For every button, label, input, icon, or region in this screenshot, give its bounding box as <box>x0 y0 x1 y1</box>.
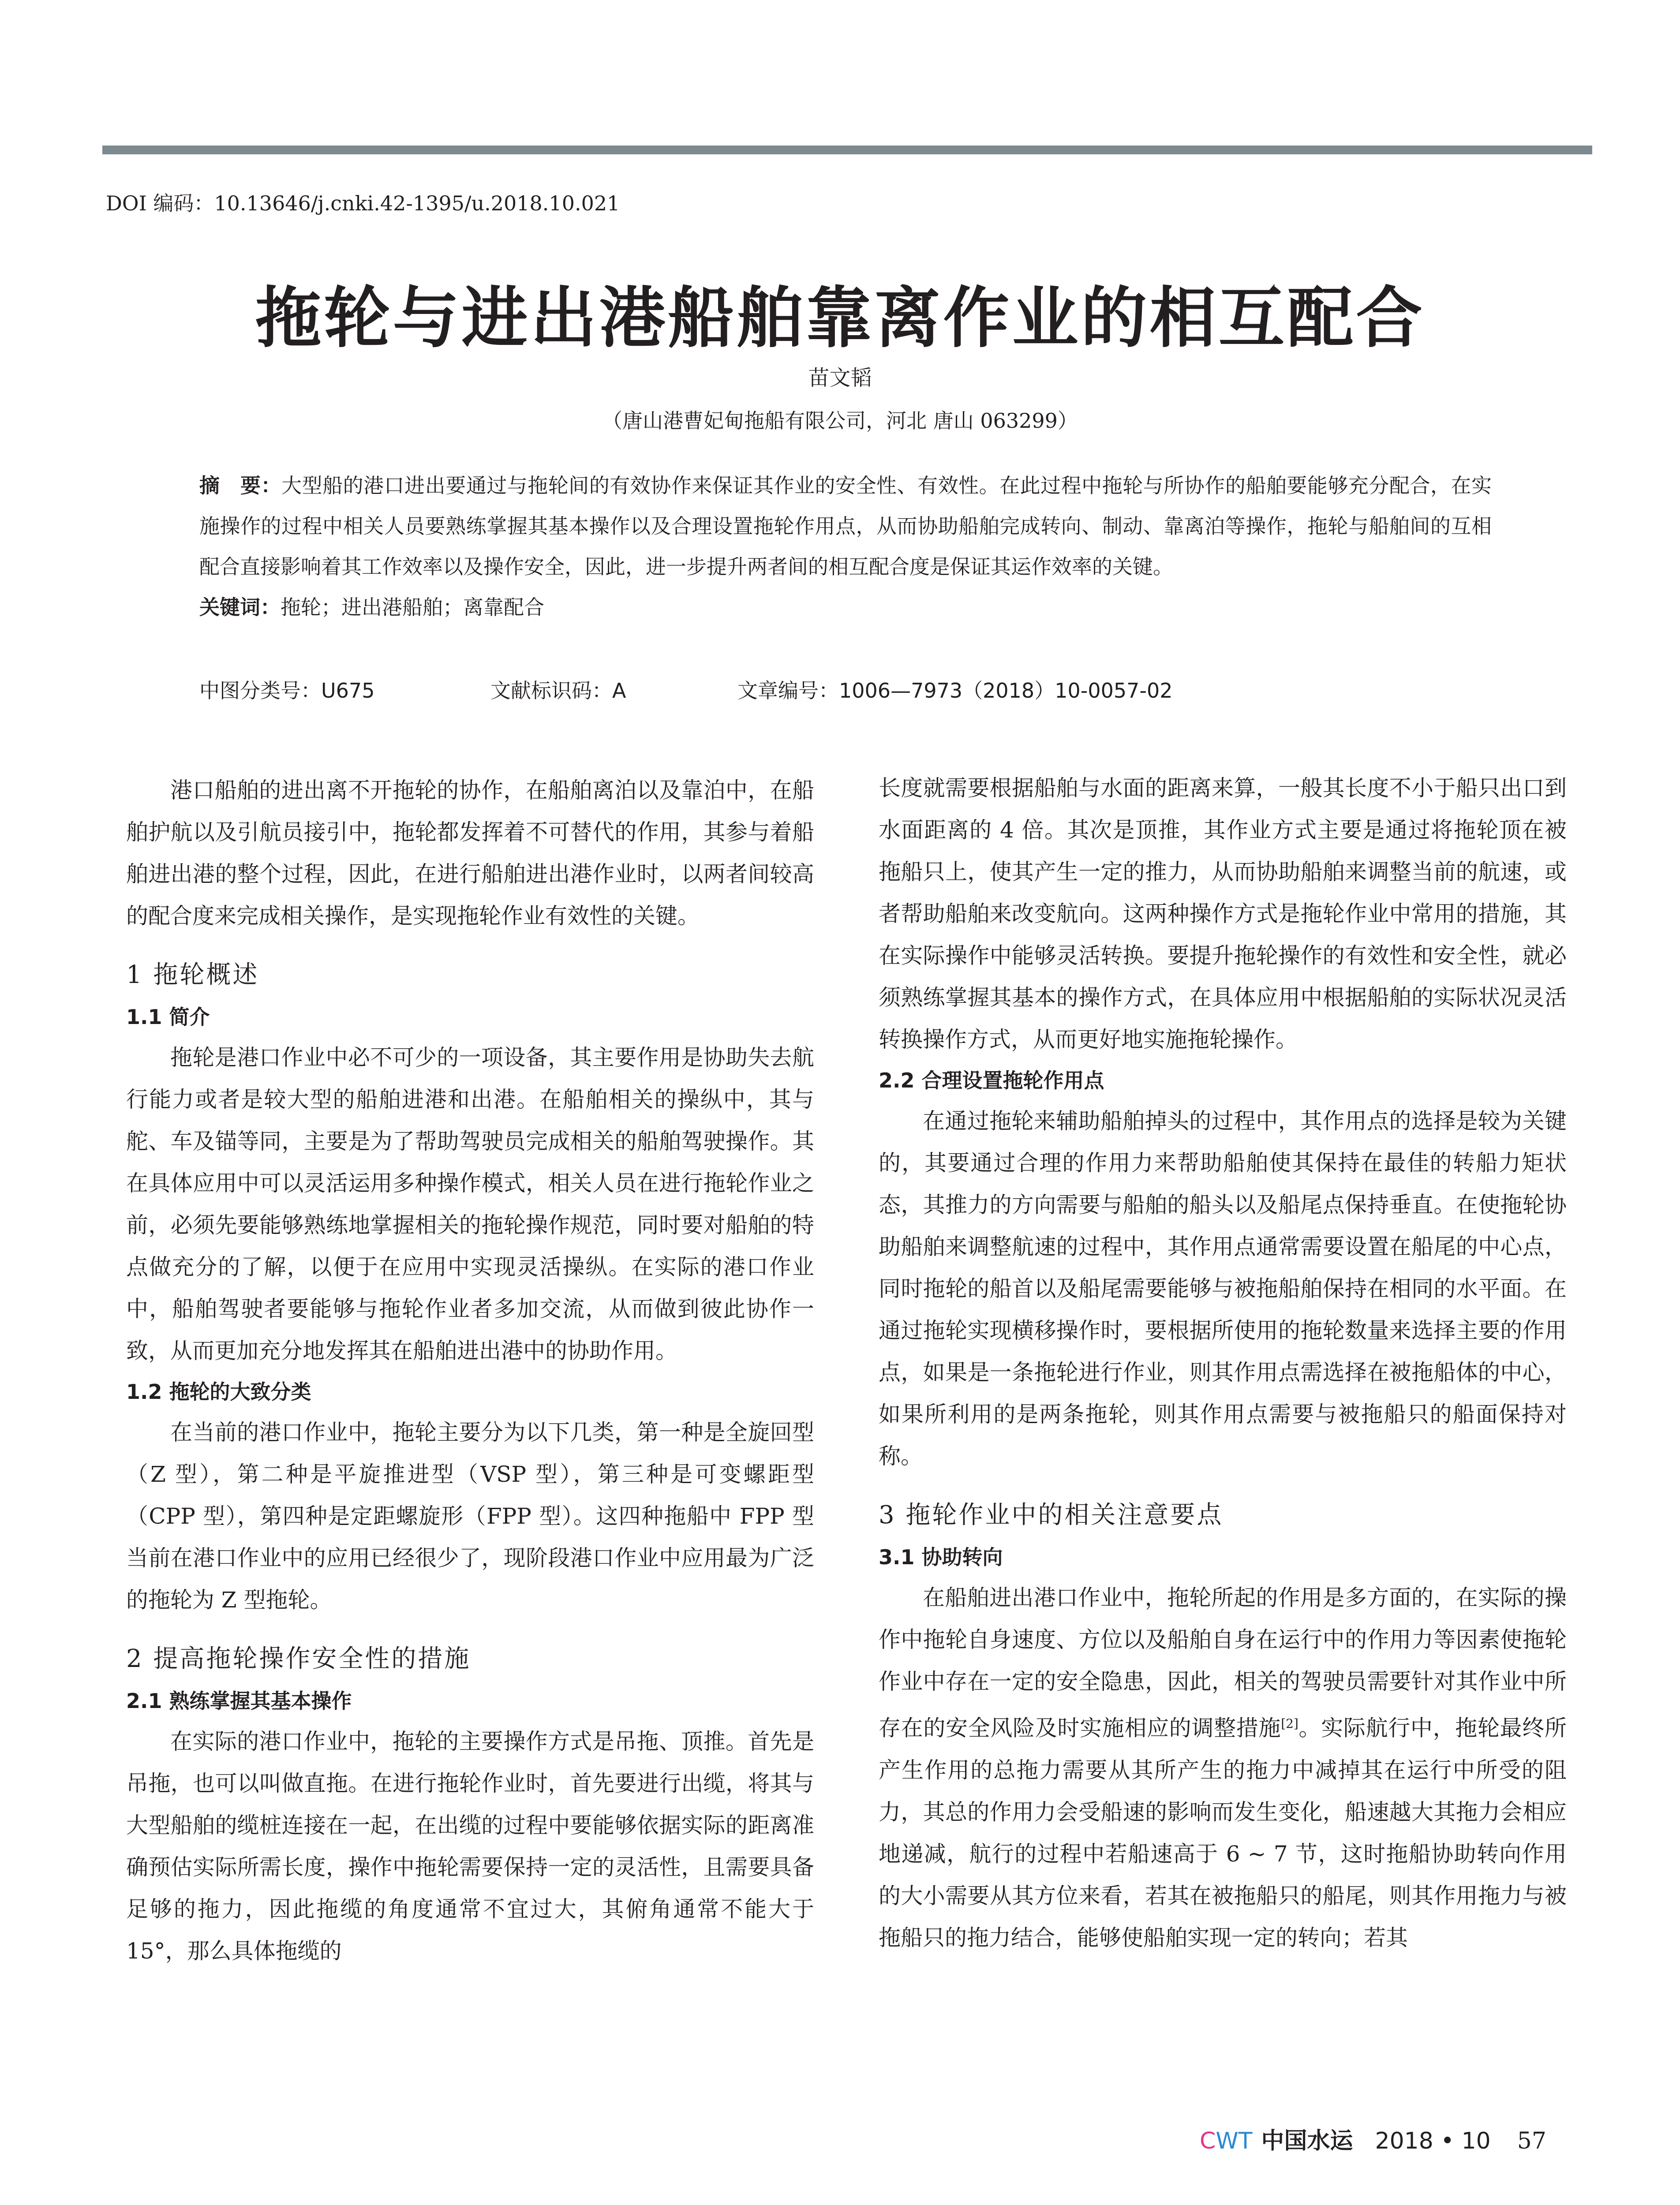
article-affiliation: （唐山港曹妃甸拖船有限公司，河北 唐山 063299） <box>602 409 1078 433</box>
citation-ref: [2] <box>1281 1716 1298 1731</box>
section-2-2-heading: 2.2 合理设置拖轮作用点 <box>879 1069 1104 1092</box>
section-3-1-paragraph <box>879 1577 1567 1959</box>
section-2-1-heading: 2.1 熟练掌握其基本操作 <box>126 1689 352 1713</box>
section-2-heading: 2 提高拖轮操作安全性的措施 <box>126 1644 471 1673</box>
section-3-heading: 3 拖轮作业中的相关注意要点 <box>879 1501 1224 1529</box>
section-3-1-text-b: 。实际航行中，拖轮最终所产生作用的总拖力需要从其所产生的拖力中减掉其在运行中所受的阻力，其总的作用力会受船速的影响而发生变化，船速越大其拖力会相应地递减，航行的过程中若船速高于 6 ~ 7 节，这时拖船协助转向作用的大小需要从其方位来看，若其在被拖船只的船尾，则其作用拖力与被拖船只的拖力结合，能够使船舶实现一定的转向；若其 <box>879 1715 1567 1951</box>
article-author: 苗文韬 <box>808 366 872 390</box>
abstract-paragraph <box>199 465 1492 587</box>
body-column-left <box>126 770 814 1972</box>
footer-brand-c: C <box>1200 2128 1216 2154</box>
article-title: 拖轮与进出港船舶靠离作业的相互配合 <box>255 279 1425 357</box>
footer-brand-wt: WT <box>1216 2128 1253 2154</box>
footer-issue: 2018 • 10 <box>1375 2128 1491 2154</box>
section-3-1-text-a: 在船舶进出港口作业中，拖轮所起的作用是多方面的，在实际的操作中拖轮自身速度、方位以及船舶自身在运行中的作用力等因素使拖轮作业中存在一定的安全隐患，因此，相关的驾驶员需要针对其作业中所存在的安全风险及时实施相应的调整措施 <box>879 1585 1567 1741</box>
document-code: 文献标识码：A <box>490 679 626 703</box>
page-number: 57 <box>1517 2128 1546 2154</box>
keywords-paragraph <box>199 587 1492 628</box>
section-2-1-paragraph-a: 在实际的港口作业中，拖轮的主要操作方式是吊拖、顶推。首先是吊拖，也可以叫做直拖。在进行拖轮作业时，首先要进行出缆，将其与大型船舶的缆桩连接在一起，在出缆的过程中要能够依据实际的距离准确预估实际所需长度，操作中拖轮需要保持一定的灵活性，且需要具备足够的拖力，因此拖缆的角度通常不宜过大，其俯角通常不能大于 15°，那么具体拖缆的 <box>126 1729 814 1964</box>
doi-line: DOI 编码：10.13646/j.cnki.42-1395/u.2018.10.021 <box>106 191 620 215</box>
section-1-1-paragraph: 拖轮是港口作业中必不可少的一项设备，其主要作用是协助失去航行能力或者是较大型的船舶进港和出港。在船舶相关的操纵中，其与舵、车及锚等同，主要是为了帮助驾驶员完成相关的船舶驾驶操作。其在具体应用中可以灵活运用多种操作模式，相关人员在进行拖轮作业之前，必须先要能够熟练地掌握相关的拖轮操作规范，同时要对船舶的特点做充分的了解，以便于在应用中实现灵活操纵。在实际的港口作业中，船舶驾驶者要能够与拖轮作业者多加交流，从而做到彼此协作一致，从而更加充分地发挥其在船舶进出港中的协助作用。 <box>126 1045 814 1364</box>
section-3-1-heading: 3.1 协助转向 <box>879 1545 1003 1569</box>
page-footer <box>1200 2122 1546 2155</box>
article-number: 文章编号：1006—7973（2018）10-0057-02 <box>737 679 1173 703</box>
keywords-text: 拖轮；进出港船舶；离靠配合 <box>281 595 544 619</box>
section-1-2-paragraph: 在当前的港口作业中，拖轮主要分为以下几类，第一种是全旋回型（Z 型），第二种是平旋推进型（VSP 型），第三种是可变螺距型（CPP 型），第四种是定距螺旋形（FPP 型）。这四种拖船中 FPP 型当前在港口作业中的应用已经很少了，现阶段港口作业中应用最为广泛的拖轮为 Z 型拖轮。 <box>126 1420 814 1613</box>
section-1-1-heading: 1.1 简介 <box>126 1005 210 1029</box>
intro-paragraph: 港口船舶的进出离不开拖轮的协作，在船舶离泊以及靠泊中，在船舶护航以及引航员接引中，拖轮都发挥着不可替代的作用，其参与着船舶进出港的整个过程，因此，在进行船舶进出港作业时，以两者间较高的配合度来完成相关操作，是实现拖轮作业有效性的关键。 <box>126 777 814 929</box>
section-2-2-paragraph: 在通过拖轮来辅助船舶掉头的过程中，其作用点的选择是较为关键的，其要通过合理的作用力来帮助船舶使其保持在最佳的转船力矩状态，其推力的方向需要与船舶的船头以及船尾点保持垂直。在使拖轮协助船舶来调整航速的过程中，其作用点通常需要设置在船尾的中心点，同时拖轮的船首以及船尾需要能够与被拖船舶保持在相同的水平面。在通过拖轮实现横移操作时，要根据所使用的拖轮数量来选择主要的作用点，如果是一条拖轮进行作业，则其作用点需选择在被拖船体的中心，如果所利用的是两条拖轮，则其作用点需要与被拖船只的船面保持对称。 <box>879 1108 1567 1469</box>
section-1-heading: 1 拖轮概述 <box>126 960 259 989</box>
footer-magazine-name: 中国水运 <box>1261 2127 1353 2154</box>
keywords-label: 关键词： <box>199 595 281 619</box>
section-1-2-heading: 1.2 拖轮的大致分类 <box>126 1380 311 1404</box>
section-2-1-paragraph-b: 长度就需要根据船舶与水面的距离来算，一般其长度不小于船只出口到水面距离的 4 倍。其次是顶推，其作业方式主要是通过将拖轮顶在被拖船只上，使其产生一定的推力，从而协助船舶来调整当前的航速，或者帮助船舶来改变航向。这两种操作方式是拖轮作业中常用的措施，其在实际操作中能够灵活转换。要提升拖轮操作的有效性和安全性，就必须熟练掌握其基本的操作方式，在具体应用中根据船舶的实际状况灵活转换操作方式，从而更好地实施拖轮操作。 <box>879 775 1567 1052</box>
clc-number: 中图分类号：U675 <box>199 679 375 703</box>
abstract-block <box>199 465 1492 628</box>
abstract-label: 摘 要： <box>199 474 282 497</box>
header-rule <box>102 146 1592 154</box>
abstract-text: 大型船的港口进出要通过与拖轮间的有效协作来保证其作业的安全性、有效性。在此过程中拖轮与所协作的船舶要能够充分配合，在实施操作的过程中相关人员要熟练掌握其基本操作以及合理设置拖轮作用点，从而协助船舶完成转向、制动、靠离泊等操作，拖轮与船舶间的互相配合直接影响着其工作效率以及操作安全，因此，进一步提升两者间的相互配合度是保证其运作效率的关键。 <box>199 474 1492 579</box>
classification-meta <box>199 675 1173 704</box>
body-column-right <box>879 767 1567 1959</box>
